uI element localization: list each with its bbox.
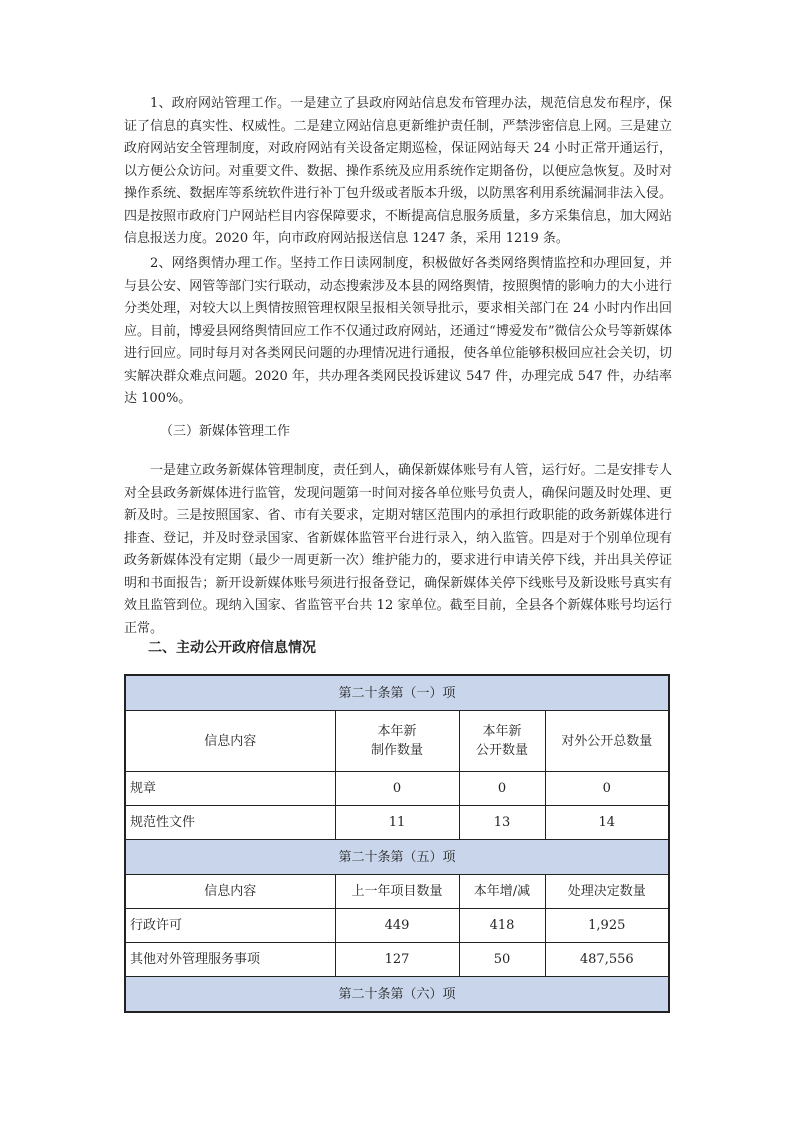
table-row xyxy=(125,909,669,943)
cell-value: 0 xyxy=(459,772,545,806)
header-new-made-line2: 制作数量 xyxy=(370,743,423,758)
table-band-row xyxy=(125,675,669,711)
table-band-row xyxy=(125,840,669,875)
header-previous-year-count: 上一年项目数量 xyxy=(335,875,459,909)
row-label: 规范性文件 xyxy=(125,806,335,840)
table-header-row xyxy=(125,875,669,909)
cell-value: 0 xyxy=(545,772,669,806)
paragraph-website-management: 1、政府网站管理工作。一是建立了县政府网站信息发布管理办法，规范信息发布程序，保证了信息的真实性、权威性。二是建立网站信息更新维护责任制，严禁涉密信息上网。三是建立政府网站安全管理制度，对政府网站有关设备定期巡检，保证网站每天 24 小时正常开通运行，以方便公众访问。对重要文件、数据、操作系统及应用系统作定期备份，以便应急恢复。及时对操作系统、数据库等系统软件进行补丁包升级或者版本升级，以防黑客利用系统漏洞非法入侵。四是按照市政府门户网站栏目内容保障要求，不断提高信息服务质量，多方采集信息，加大网站信息报送力度。2020 年，向市政府网站报送信息 1247 条，采用 1219 条。 xyxy=(124,96,672,246)
section-heading: 二、主动公开政府信息情况 xyxy=(148,640,316,656)
header-new-published-line1: 本年新 xyxy=(482,724,522,739)
row-label: 规章 xyxy=(125,772,335,806)
cell-value: 50 xyxy=(459,943,545,977)
band-article-20-1: 第二十条第（一）项 xyxy=(125,675,669,711)
header-new-made-count xyxy=(335,711,459,772)
cell-value: 449 xyxy=(335,909,459,943)
paragraph-online-opinion: 2、网络舆情办理工作。坚持工作日读网制度，积极做好各类网络舆情监控和办理回复，并与县公安、网管等部门实行联动，动态搜索涉及本县的网络舆情，按照舆情的影响力的大小进行分类处理，对较大以上舆情按照管理权限呈报相关领导批示，要求相关部门在 24 小时内作出回应。目前，博爱县网络舆情回应工作不仅通过政府网站，还通过“博爱发布”微信公众号等新媒体进行回应。同时每月对各类网民问题的办理情况进行通报，使各单位能够积极回应社会关切，切实解决群众难点问题。2020 年，共办理各类网民投诉建议 547 件，办理完成 547 件，办结率达 100%。 xyxy=(124,256,672,406)
table-row xyxy=(125,806,669,840)
header-year-change: 本年增/减 xyxy=(459,875,545,909)
header-new-published-count xyxy=(459,711,545,772)
disclosure-table xyxy=(124,674,670,1013)
cell-value: 13 xyxy=(459,806,545,840)
row-label: 行政许可 xyxy=(125,909,335,943)
header-new-published-line2: 公开数量 xyxy=(475,743,528,758)
table-header-row xyxy=(125,711,669,772)
cell-value: 418 xyxy=(459,909,545,943)
cell-value: 1,925 xyxy=(545,909,669,943)
cell-value: 14 xyxy=(545,806,669,840)
header-total-published: 对外公开总数量 xyxy=(545,711,669,772)
band-article-20-6: 第二十条第（六）项 xyxy=(125,977,669,1013)
cell-value: 487,556 xyxy=(545,943,669,977)
row-label: 其他对外管理服务事项 xyxy=(125,943,335,977)
header-info-content: 信息内容 xyxy=(125,711,335,772)
cell-value: 127 xyxy=(335,943,459,977)
paragraph-new-media: 一是建立政务新媒体管理制度，责任到人，确保新媒体账号有人管，运行好。二是安排专人对全县政务新媒体进行监管，发现问题第一时间对接各单位账号负责人，确保问题及时处理、更新及时。三是按照国家、省、市有关要求，定期对辖区范围内的承担行政职能的政务新媒体进行排查、登记，并及时登录国家、省新媒体监管平台进行录入，纳入监管。四是对于个别单位现有政务新媒体没有定期（最少一周更新一次）维护能力的，要求进行申请关停下线，并出具关停证明和书面报告；新开设新媒体账号须进行报备登记，确保新媒体关停下线账号及新设账号真实有效且监管到位。现纳入国家、省监管平台共 12 家单位。截至目前，全县各个新媒体账号均运行正常。 xyxy=(124,463,672,636)
table-row xyxy=(125,772,669,806)
band-article-20-5: 第二十条第（五）项 xyxy=(125,840,669,875)
table-row xyxy=(125,943,669,977)
cell-value: 0 xyxy=(335,772,459,806)
header-info-content: 信息内容 xyxy=(125,875,335,909)
header-new-made-line1: 本年新 xyxy=(377,724,417,739)
table-band-row xyxy=(125,977,669,1013)
cell-value: 11 xyxy=(335,806,459,840)
subsection-heading-new-media: （三）新媒体管理工作 xyxy=(160,424,291,439)
header-decision-count: 处理决定数量 xyxy=(545,875,669,909)
